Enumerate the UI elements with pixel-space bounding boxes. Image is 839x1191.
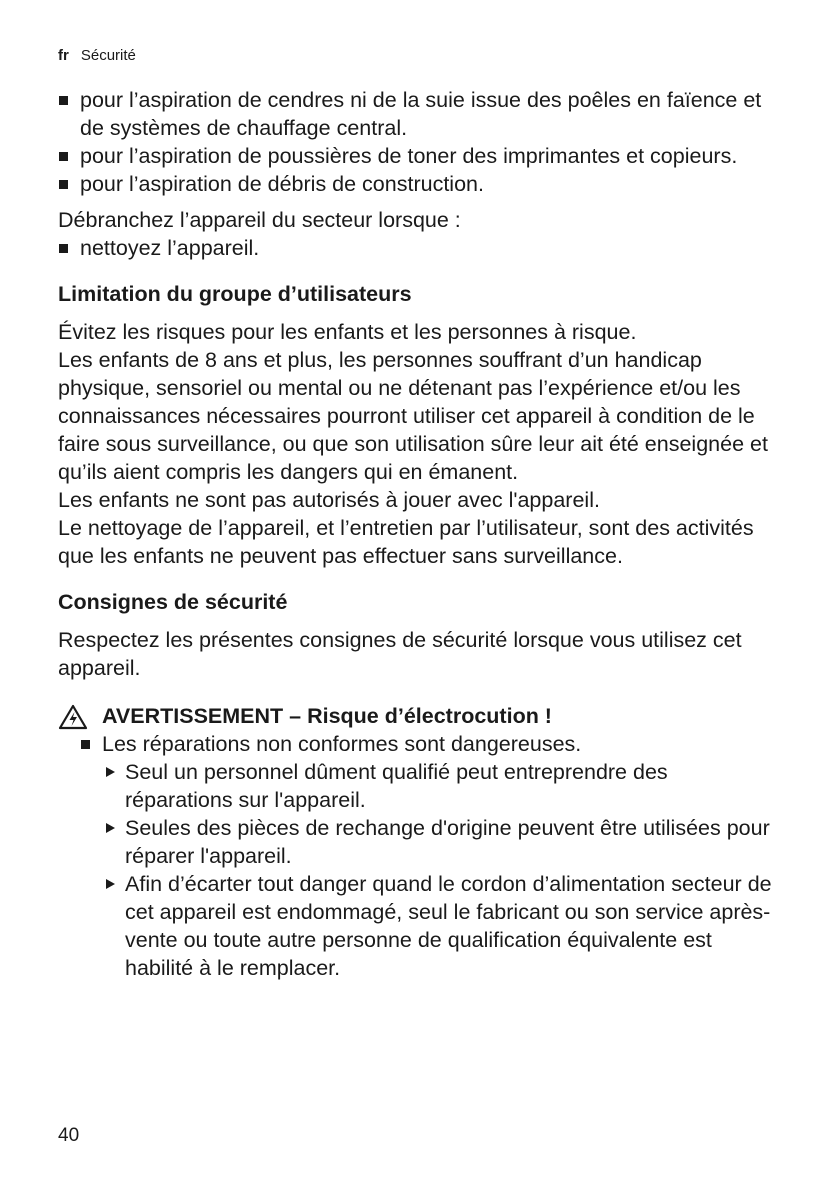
instruction-step: Seules des pièces de rechange d'origine peuvent être utilisées pour réparer l'appareil.	[104, 814, 778, 870]
list-item: nettoyez l’appareil.	[58, 234, 778, 262]
instruction-step: Afin d’écarter tout danger quand le cordon d’alimentation secteur de cet appareil est endommagé, seul le fabricant ou son service après-vente ou toute autre personne de qualification équivalente est habilité à le remplacer.	[104, 870, 778, 982]
language-code: fr	[58, 47, 69, 64]
list-item: pour l’aspiration de cendres ni de la suie issue des poêles en faïence et de systèmes de chauffage central.	[58, 86, 778, 142]
document-body	[58, 86, 778, 982]
unplug-intro: Débranchez l’appareil du secteur lorsque :	[58, 208, 461, 232]
safety-paragraph: Respectez les présentes consignes de sécurité lorsque vous utilisez cet appareil.	[58, 628, 742, 680]
instruction-step: Seul un personnel dûment qualifié peut entreprendre des réparations sur l'appareil.	[104, 758, 778, 814]
list-item: Les réparations non conformes sont dangereuses.	[80, 730, 778, 758]
limitation-heading: Limitation du groupe d’utilisateurs	[58, 282, 412, 306]
safety-heading: Consignes de sécurité	[58, 590, 288, 614]
warning-triangle-icon	[58, 704, 88, 730]
page-number: 40	[58, 1125, 80, 1146]
limitation-paragraph: Les enfants de 8 ans et plus, les personnes souffrant d’un handicap physique, sensoriel ou mental ou ne détenant pas l’expérience et/ou les connaissances nécessaires pourront utiliser cet appareil à condition de le faire sous surveillance, ou que son utilisation sûre leur ait été enseignée et qu’ils aient compris les dangers qui en émanent.	[58, 348, 768, 484]
limitation-paragraph: Les enfants ne sont pas autorisés à jouer avec l'appareil.	[58, 488, 600, 512]
warning-steps	[58, 758, 778, 982]
list-item: pour l’aspiration de poussières de toner des imprimantes et copieurs.	[58, 142, 778, 170]
section-title: Sécurité	[80, 47, 136, 64]
limitation-paragraph: Le nettoyage de l’appareil, et l’entretien par l’utilisateur, sont des activités que les enfants ne peuvent pas effectuer sans surveillance.	[58, 516, 754, 568]
warning-title-text: AVERTISSEMENT – Risque d’électrocution !	[102, 704, 552, 728]
list-item: pour l’aspiration de débris de construction.	[58, 170, 778, 198]
page-header	[58, 46, 136, 66]
limitation-paragraph: Évitez les risques pour les enfants et les personnes à risque.	[58, 320, 637, 344]
top-bullet-list	[58, 86, 778, 198]
warning-title	[58, 702, 778, 730]
warning-list	[58, 730, 778, 758]
